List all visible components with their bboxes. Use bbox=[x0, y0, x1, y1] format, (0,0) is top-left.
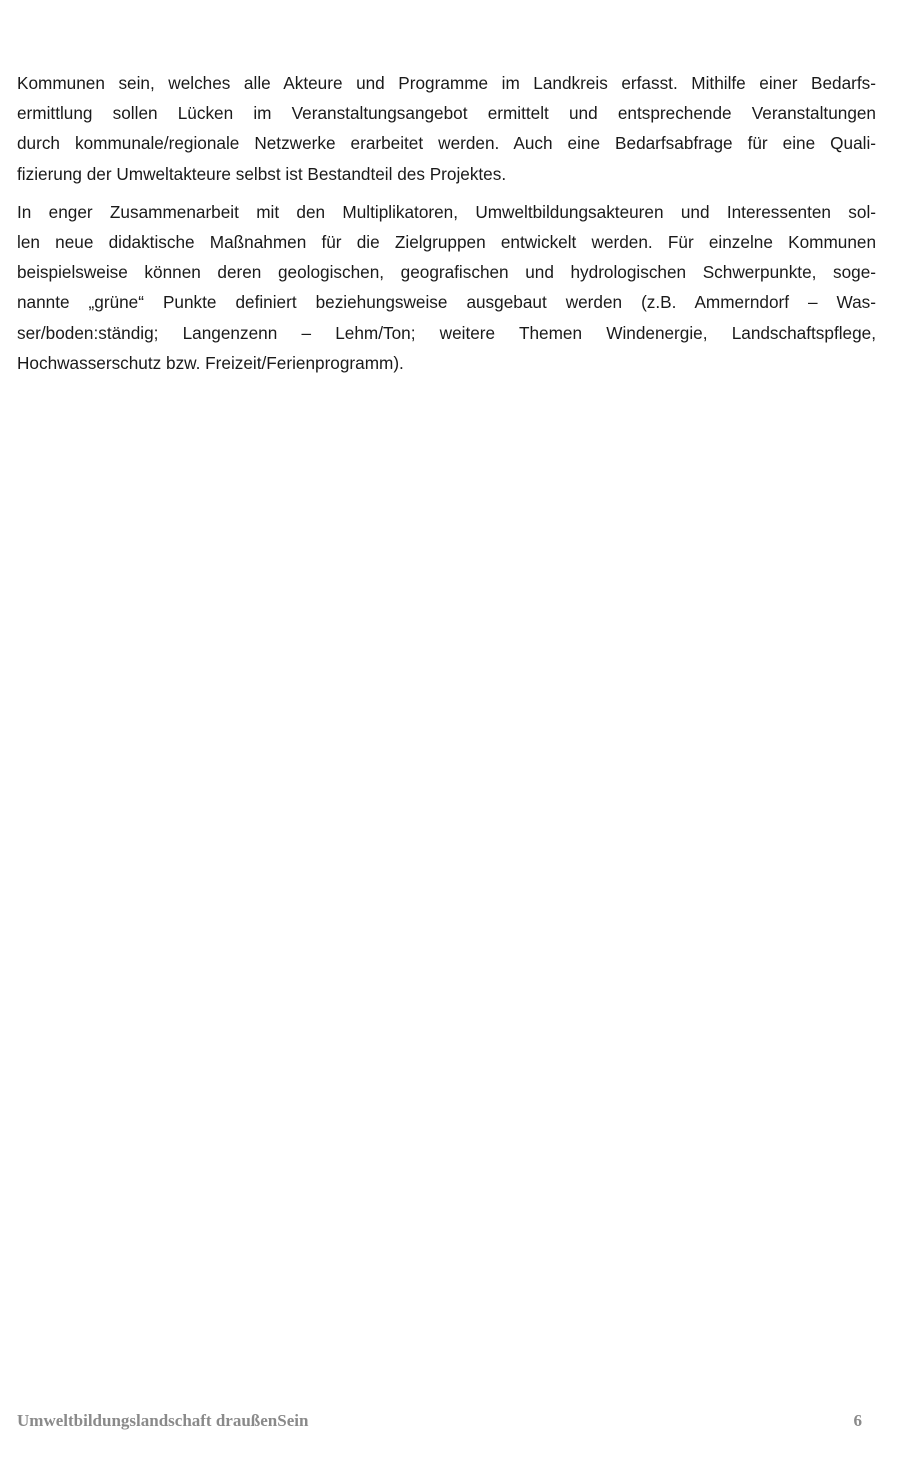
page-number: 6 bbox=[853, 1411, 862, 1430]
text-line: beispielsweise können deren geologischen, geografischen und hydrologischen Schwerpunkte, soge- bbox=[17, 262, 876, 283]
text-line: Hochwasserschutz bzw. Freizeit/Ferienprogramm). bbox=[17, 352, 404, 373]
page-footer bbox=[17, 1411, 862, 1437]
paragraph-1 bbox=[17, 68, 876, 189]
footer-title: Umweltbildungslandschaft draußenSein bbox=[17, 1411, 309, 1430]
text-line: nannte „grüne“ Punkte definiert beziehungsweise ausgebaut werden (z.B. Ammerndorf – Was- bbox=[17, 292, 876, 313]
text-line: Kommunen sein, welches alle Akteure und Programme im Landkreis erfasst. Mithilfe einer Bedarfs- bbox=[17, 73, 876, 93]
text-line: In enger Zusammenarbeit mit den Multiplikatoren, Umweltbildungsakteuren und Interessenten sol- bbox=[17, 201, 876, 222]
paragraph-2 bbox=[17, 197, 876, 378]
text-line: ser/boden:ständig; Langenzenn – Lehm/Ton; weitere Themen Windenergie, Landschaftspflege, bbox=[17, 322, 876, 343]
text-line: len neue didaktische Maßnahmen für die Zielgruppen entwickelt werden. Für einzelne Kommunen bbox=[17, 232, 876, 253]
text-line: fizierung der Umweltakteure selbst ist Bestandteil des Projektes. bbox=[17, 163, 507, 184]
page-body bbox=[17, 68, 876, 378]
text-line: durch kommunale/regionale Netzwerke erarbeitet werden. Auch eine Bedarfsabfrage für eine Quali- bbox=[17, 133, 876, 154]
text-line: ermittlung sollen Lücken im Veranstaltungsangebot ermittelt und entsprechende Veranstaltungen bbox=[17, 103, 876, 124]
